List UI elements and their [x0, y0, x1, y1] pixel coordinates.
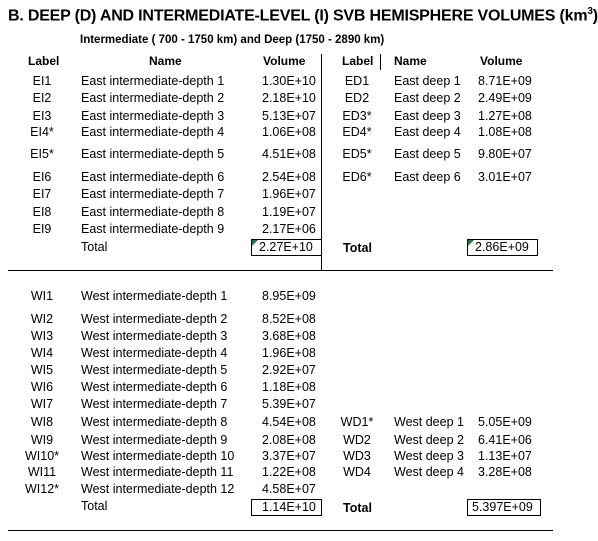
row-label: WI3: [30, 329, 54, 343]
row-label: ED6*: [342, 170, 372, 184]
row-name: East intermediate-depth 7: [81, 187, 225, 201]
east-deep-total-value: 2.86E+09: [475, 240, 529, 254]
row-volume: 1.30E+10: [262, 74, 316, 88]
row-volume: 8.52E+08: [262, 312, 316, 326]
row-name: West intermediate-depth 5: [81, 363, 228, 377]
row-label: WI7: [30, 397, 54, 411]
row-name: East intermediate-depth 4: [81, 125, 225, 139]
header-label-deep: Label: [342, 54, 374, 68]
row-label: ED4*: [342, 125, 372, 139]
row-label: WI12*: [24, 482, 60, 496]
title-superscript: 3: [587, 6, 593, 17]
row-volume: 3.37E+07: [262, 449, 316, 463]
row-label: EI1: [32, 74, 52, 88]
depth-range-subtitle: Intermediate ( 700 - 1750 km) and Deep (1750 - 2890 km): [80, 34, 385, 46]
row-label: WI9: [30, 433, 54, 447]
row-volume: 1.96E+08: [262, 346, 316, 360]
row-name: West intermediate-depth 10: [81, 449, 235, 463]
header-label: Label: [28, 54, 60, 68]
row-volume: 1.27E+08: [478, 109, 532, 123]
row-label: EI3: [32, 109, 52, 123]
row-name: East deep 4: [394, 125, 461, 139]
row-label: WI2: [30, 312, 54, 326]
row-label: ED1: [344, 74, 370, 88]
page-title: [8, 6, 598, 25]
row-name: East intermediate-depth 8: [81, 205, 225, 219]
row-label: EI6: [32, 170, 52, 184]
row-volume: 6.41E+06: [478, 433, 532, 447]
row-label: WD1*: [340, 415, 374, 429]
west-deep-total-label: Total: [343, 501, 372, 515]
section-divider: [8, 270, 553, 271]
row-volume: 1.13E+07: [478, 449, 532, 463]
row-volume: 8.71E+09: [478, 74, 532, 88]
row-volume: 2.08E+08: [262, 433, 316, 447]
header-divider: [380, 54, 381, 70]
row-name: East deep 6: [394, 170, 461, 184]
header-volume-deep: Volume: [480, 54, 523, 68]
row-volume: 1.06E+08: [262, 125, 316, 139]
row-label: EI8: [32, 205, 52, 219]
row-volume: 1.96E+07: [262, 187, 316, 201]
row-label: WD3: [343, 449, 371, 463]
west-deep-total-value: 5.397E+09: [472, 500, 533, 514]
row-name: West intermediate-depth 12: [81, 482, 235, 496]
west-intermediate-total-label: Total: [81, 499, 108, 513]
row-label: WI1: [30, 289, 54, 303]
row-name: East deep 2: [394, 91, 461, 105]
row-name: West deep 2: [394, 433, 464, 447]
row-label: WI11: [27, 465, 57, 479]
header-name-deep: Name: [394, 54, 427, 68]
row-volume: 5.13E+07: [262, 109, 316, 123]
row-name: East intermediate-depth 6: [81, 170, 225, 184]
row-volume: 1.08E+08: [478, 125, 532, 139]
row-volume: 3.68E+08: [262, 329, 316, 343]
row-volume: 9.80E+07: [478, 147, 532, 161]
comment-marker-icon: [468, 240, 474, 246]
row-label: WI6: [30, 380, 54, 394]
row-name: West intermediate-depth 11: [81, 465, 234, 479]
row-label: EI9: [32, 222, 52, 236]
row-name: West intermediate-depth 6: [81, 380, 228, 394]
row-label: WI8: [30, 415, 54, 429]
comment-marker-icon: [252, 240, 258, 246]
row-volume: 8.95E+09: [262, 289, 316, 303]
row-label: WD2: [343, 433, 371, 447]
row-name: West intermediate-depth 2: [81, 312, 228, 326]
row-name: West deep 4: [394, 465, 464, 479]
row-label: ED2: [344, 91, 370, 105]
row-label: WD4: [343, 465, 371, 479]
header-name: Name: [149, 54, 182, 68]
row-name: East deep 5: [394, 147, 461, 161]
row-volume: 1.19E+07: [262, 205, 316, 219]
header-volume: Volume: [263, 54, 306, 68]
row-name: West intermediate-depth 7: [81, 397, 228, 411]
row-volume: 4.54E+08: [262, 415, 316, 429]
title-close-paren: ): [592, 7, 598, 25]
row-name: West deep 1: [394, 415, 464, 429]
row-volume: 3.01E+07: [478, 170, 532, 184]
row-volume: 2.92E+07: [262, 363, 316, 377]
east-intermediate-total-value: 2.27E+10: [259, 240, 313, 254]
row-label: ED3*: [342, 109, 372, 123]
row-volume: 1.18E+08: [262, 380, 316, 394]
row-name: West intermediate-depth 9: [81, 433, 228, 447]
row-name: West intermediate-depth 8: [81, 415, 228, 429]
row-label: WI4: [30, 346, 54, 360]
row-label: WI10*: [24, 449, 60, 463]
row-name: West intermediate-depth 3: [81, 329, 228, 343]
row-volume: 5.05E+09: [478, 415, 532, 429]
row-name: West deep 3: [394, 449, 464, 463]
row-name: East deep 3: [394, 109, 461, 123]
bottom-border: [8, 530, 553, 531]
row-name: West intermediate-depth 4: [81, 346, 228, 360]
row-label: WI5: [30, 363, 54, 377]
row-name: East intermediate-depth 5: [81, 147, 225, 161]
row-volume: 2.54E+08: [262, 170, 316, 184]
column-divider: [321, 54, 322, 270]
row-label: EI4*: [30, 125, 54, 139]
row-volume: 2.17E+06: [262, 222, 316, 236]
row-label: ED5*: [342, 147, 372, 161]
row-name: East deep 1: [394, 74, 461, 88]
row-name: East intermediate-depth 3: [81, 109, 225, 123]
row-volume: 3.28E+08: [478, 465, 532, 479]
row-volume: 2.49E+09: [478, 91, 532, 105]
row-name: East intermediate-depth 9: [81, 222, 225, 236]
row-volume: 4.58E+07: [262, 482, 316, 496]
row-label: EI2: [32, 91, 52, 105]
row-volume: 1.22E+08: [262, 465, 316, 479]
row-volume: 5.39E+07: [262, 397, 316, 411]
row-name: East intermediate-depth 1: [81, 74, 225, 88]
row-label: EI7: [32, 187, 52, 201]
row-name: West intermediate-depth 1: [81, 289, 228, 303]
east-deep-total-label: Total: [343, 241, 372, 255]
title-text: B. DEEP (D) AND INTERMEDIATE-LEVEL (I) SVB HEMISPHERE VOLUMES (km: [8, 7, 588, 25]
row-volume: 2.18E+10: [262, 91, 316, 105]
row-volume: 4.51E+08: [262, 147, 316, 161]
row-label: EI5*: [30, 147, 54, 161]
east-intermediate-total-label: Total: [81, 240, 108, 254]
row-name: East intermediate-depth 2: [81, 91, 225, 105]
west-intermediate-total-value: 1.14E+10: [262, 500, 316, 514]
